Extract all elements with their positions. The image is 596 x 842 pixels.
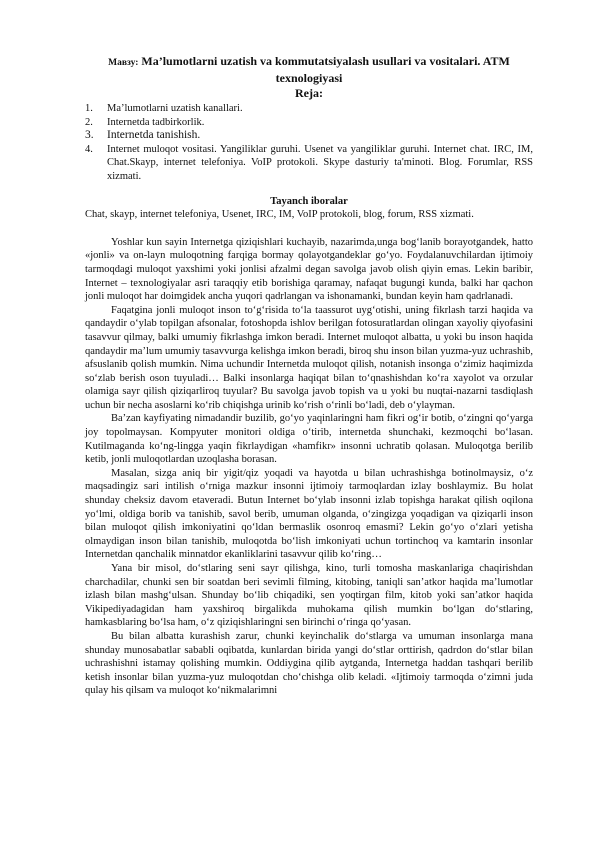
document-title [85,54,533,86]
plan-item [85,116,533,130]
title-prefix: Mавзу: [108,58,139,68]
plan-list [85,102,533,184]
body-text [85,236,533,698]
title-text: Ma’lumotlarni uzatish va kommutatsiyalash usullari va vositalari. ATM texnologiyasi [141,54,510,85]
plan-item-text: Internet muloqot vositasi. Yangiliklar guruhi. Usenet va yangiliklar guruhi. Internet chat. IRC, IM, Chat.Skayp, internet telefoniya. VoIP protokoli. Skype dasturiy ta'minoti. Blog. Forumlar, RSS xizmati. [107,143,533,182]
plan-item-number: 3. [85,129,94,142]
paragraph: Yana bir misol, do‘stlaring seni sayr qilishga, kino, turli tomosha maskanlariga chaqirishdan charchadilar, chunki sen bir soatdan beri sevimli filming, kitobing, taniqli san’atkor haqida ma’lumotlar izlash bilan mashg‘ulsan. Shunday bo‘lib chiqadiki, sen yoqtirgan film, kitob yoki san’atkor haqida Vikipediyadagidan ham yaxshiroq birgalikda muhokama qilish mumkin bo‘lgan do‘stlaring, hamkasblaring bo‘lsa ham, o‘z qiziqishlaringni sen birinchi o‘ringa qo‘yasan. [85,563,533,629]
plan-heading: Reja: [295,86,323,100]
paragraph: Ba’zan kayfiyating nimadandir buzilib, go‘yo yaqinlaringni ham fikri og‘ir botib, o‘zingni qo‘yarga joy topolmaysan. Kompyuter monitori oldiga o‘tirib, internetda shunchaki, kezmoqchi bo‘lasan. Kutilmaganda ko‘ng-lingga yaqin fikrlaydigan «hamfikr» insonni uchratib qolasan. Muloqotga berilib ketib, jonli muloqotlardan uzoqlasha borasan. [85,413,533,466]
plan-item-number: 1. [85,103,93,114]
plan-item-number: 4. [85,143,93,155]
plan-item [85,102,533,116]
plan-item-number: 2. [85,116,93,128]
document-page [85,54,533,698]
keywords-heading: Tayanch iboralar [270,195,348,207]
paragraph: Bu bilan albatta kurashish zarur, chunki keyinchalik do‘stlarga va umuman insonlarga mana shunday munosabatlar sababli oqibatda, kunlardan birida yangi do‘stlar orttirish, qadrdon do‘stlar bilan uchrashishni istamay qolishing mumkin. Oddiygina qilib aytganda, Internetga haddan tashqari berilib ketish insonlar bilan yuzma-yuz muloqotdan cho‘chishga olib keladi. «Ijtimoiy tarmoqda o‘zimni juda qulay his qilsam va muloqot ko‘nikmalarimni [85,630,533,697]
paragraph: Faqatgina jonli muloqot inson to‘g‘risida to‘la taassurot uyg‘otishi, uning fikrlash tarzi haqida va qandaydir o‘ylab topilgan afsonalar, fotoshopda ishlov berilgan fotosuratlardan olingan xayoliy qiyofasini tasavvur qilmay, balki umumiy fikrlashga imkon beradi. Internet muloqot albatta, u yoki bu inson haqida qandaydir ma’lum umumiy tasavvurga kelishga imkon beradi, biroq shu inson bilan yuzma-yuz uchrashib, afsuslanib qolish mumkin. Nima uchundir Internetda muloqot qilish, notanish insonga o‘zimiz haqimizda so‘zlab berish oson tuyuladi… Balki insonlarga haqiqat bilan to‘qnashishdan ko‘ra xayolot va orzular olamiga sayr qilish qiziqarliroq tuyular? Bu savolga javob topish va u yoki bu nuqtai-nazarni tasdiqlash uchun bir necha asoslarni ko‘rib chiqishga urinib ko‘rish o‘rinli bo‘ladi, deb o‘ylayman. [85,304,533,411]
paragraph: Yoshlar kun sayin Internetga qiziqishlari kuchayib, nazarimda,unga bog‘lanib borayotgandek, hatto «jonli» va on-layn muloqotning farqiga bormay qolayotgandeklar go‘yo. Foydalanuvchilardan ijtimoiy tarmoqdagi muloqot yaxshimi yoki jonlisi afzalmi degan savolga javob olish qiyin emas. Lekin baribir, Internet – texnologiyalar asri taraqqiy etib borishiga qaramay, nafaqat bugungi kunda, balki har qachon jonli muloqot har doimgidek ancha yuqori qadrlangan va ishonamanki, bundan keyin ham qadrlanadi. [85,236,533,303]
plan-item-text: Ma’lumotlarni uzatish kanallari. [107,103,243,114]
plan-item-text: Internetda tanishish. [107,129,201,142]
plan-item [85,129,533,143]
paragraph: Masalan, sizga aniq bir yigit/qiz yoqadi va hayotda u bilan uchrashishga botinolmaysiz, o‘z maqsadingiz sari intilish o‘rniga mazkur insonni ijtimoiy tarmoqlardan izlay boshlaymiz. Bu holat shunday cheksiz davom etaveradi. Butun Internet bo‘ylab insonni izlab topishga harakat qilish oqilona yo‘lmi, oldiga borib va tanishib, savol berib, umuman olganda, o‘zingizga yoqadigan va qiziqarli inson bilan muloqot qilish imkoniyatini qo‘ldan bermaslik osonroq emasmi? Lekin go‘yo o‘zlari yetisha olmaydigan inson bilan tanishib, muloqotda bo‘lish imkoniyati uchun tortinchoq va kamtarin insonlar Internetdan qanchalik minnatdor ekanliklarini tasavvur qilib ko‘ring… [85,467,533,561]
keywords-text: Chat, skayp, internet telefoniya, Usenet, IRC, IM, VoIP protokoli, blog, forum, RSS xizmati. [85,209,474,221]
plan-item-text: Internetda tadbirkorlik. [107,116,205,128]
plan-item [85,143,533,184]
